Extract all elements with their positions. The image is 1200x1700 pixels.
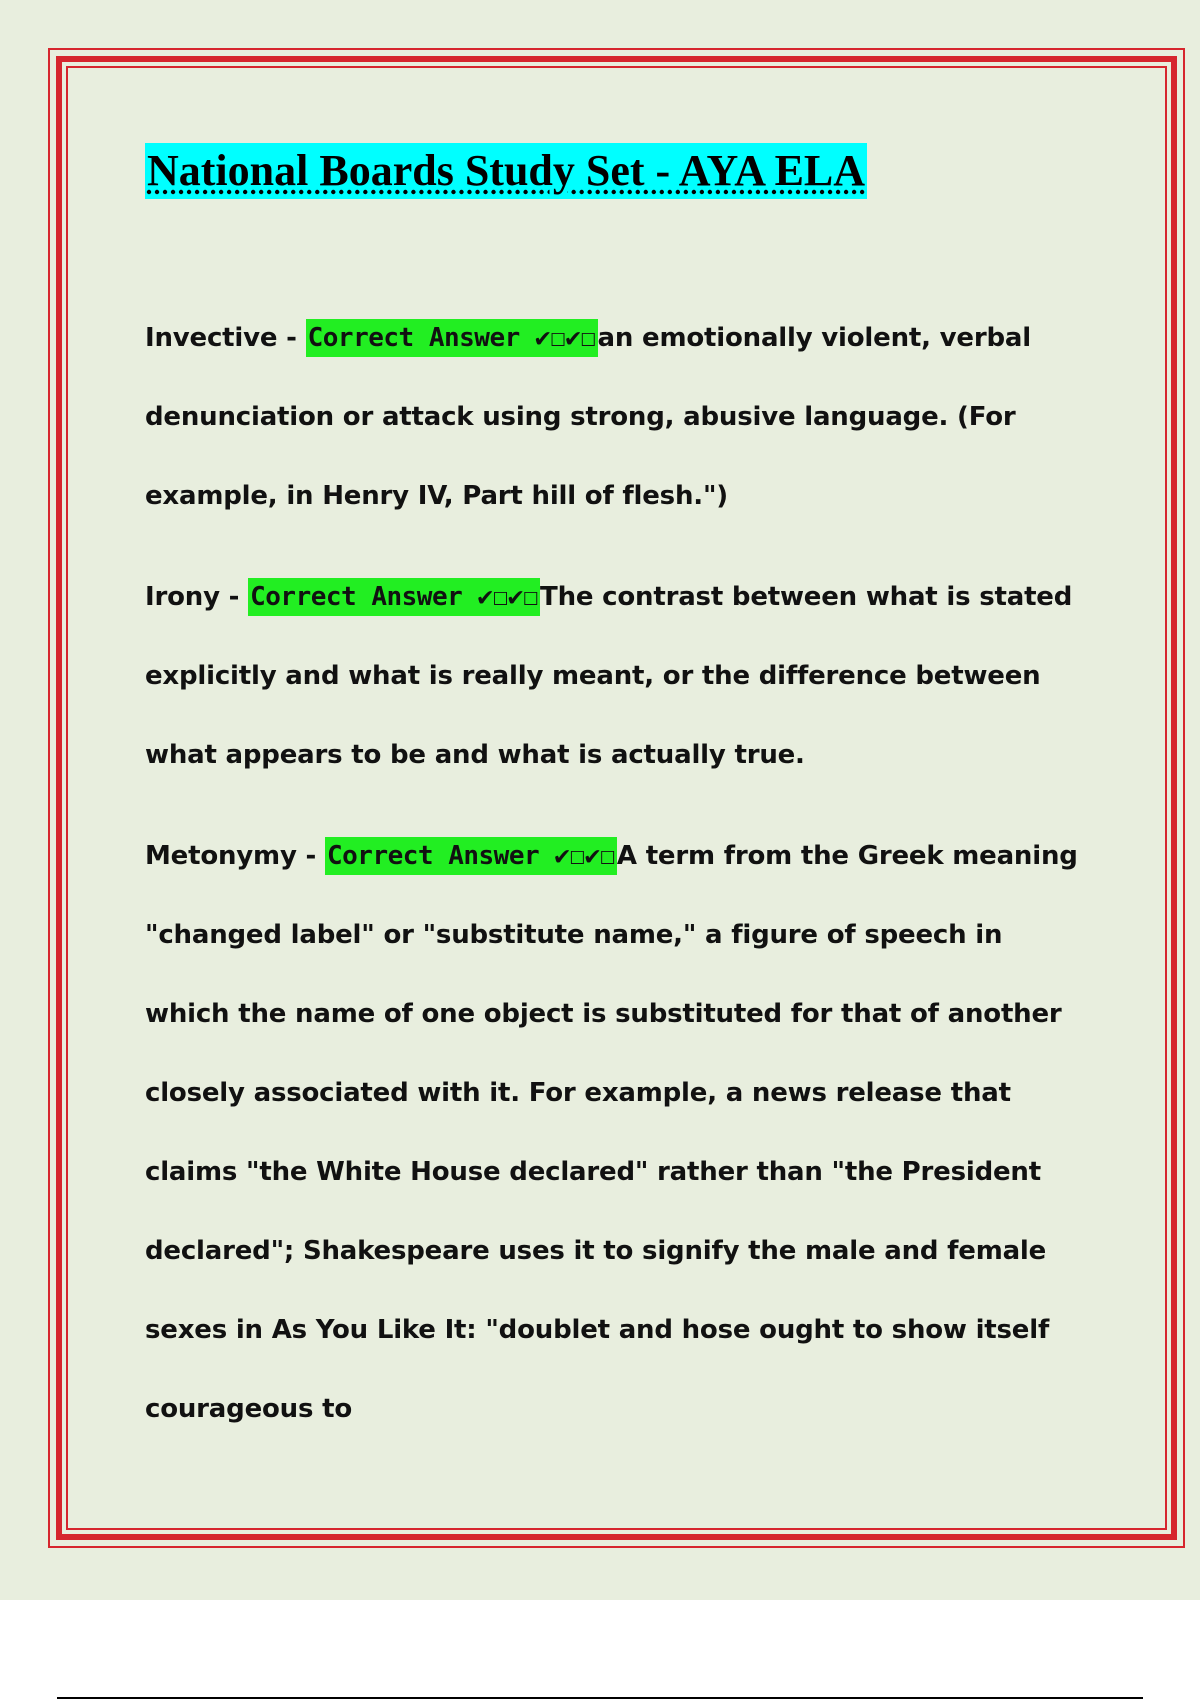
correct-answer-highlight: Correct Answer ✔☐✔☐ [248,578,540,616]
correct-answer-highlight: Correct Answer ✔☐✔☐ [306,319,598,357]
term-label: Invective - [145,323,306,353]
term-label: Metonymy - [145,841,325,871]
definition-text: an emotionally violent, verbal denunciation or attack using strong, abusive language. (For example, in Henry IV, Part hill of flesh.") [145,323,1031,511]
definition-text: The contrast between what is stated explicitly and what is really meant, or the difference between what appears to be and what is actually true. [145,582,1073,770]
document-content [145,143,1090,1471]
page-footer-divider [57,1697,1143,1699]
flashcard-invective [145,299,1090,536]
flashcard-irony [145,558,1090,795]
term-label: Irony - [145,582,249,612]
correct-answer-highlight: Correct Answer ✔☐✔☐ [325,837,617,875]
document-title: National Boards Study Set - AYA ELA [145,143,867,199]
flashcard-metonymy [145,817,1090,1449]
definition-text: A term from the Greek meaning "changed label" or "substitute name," a figure of speech in which the name of one object is substituted for that of another closely associated with it. For example, a news release that claims "the White House declared" rather than "the President declared"; Shakespeare uses it to signify the male and female sexes in As You Like It: "doublet and hose ought to show itself courageous to [145,841,1078,1424]
flashcard-list [145,299,1090,1449]
